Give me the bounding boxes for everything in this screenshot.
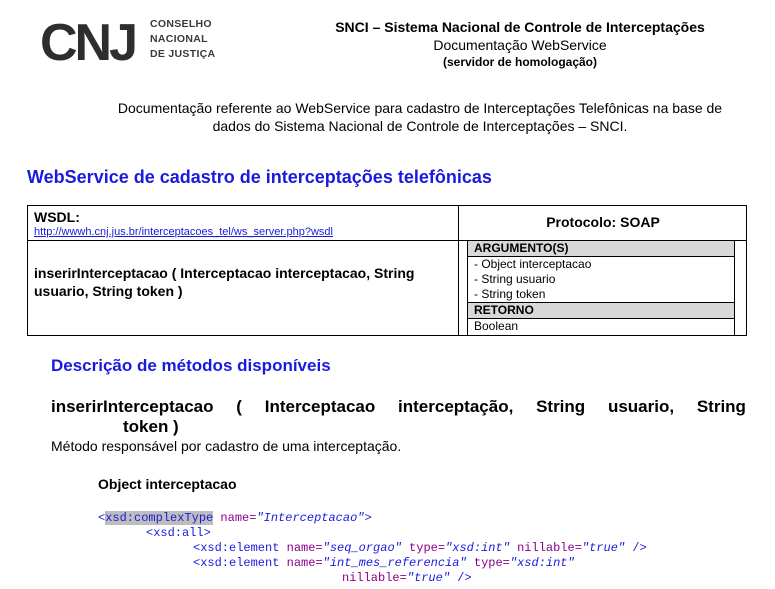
code-token: > <box>364 511 372 525</box>
argument-item: - String usuario <box>474 272 556 286</box>
intro-paragraph <box>70 99 770 135</box>
protocol-label: Protocolo: SOAP <box>546 214 660 230</box>
code-token: "true" <box>406 571 451 585</box>
code-line <box>98 511 372 526</box>
code-token: <xsd:all> <box>146 526 211 540</box>
code-token: "seq_orgao" <box>322 541 402 555</box>
document-header <box>300 18 740 71</box>
wsdl-label: WSDL: <box>34 209 80 225</box>
code-token: "xsd:int" <box>509 556 575 570</box>
code-line <box>342 571 472 586</box>
code-token: type= <box>401 541 446 555</box>
system-title: SNCI – Sistema Nacional de Controle de Interceptações <box>335 19 705 35</box>
method-title-word: inserirInterceptacao <box>51 397 214 416</box>
code-token: name= <box>213 511 257 525</box>
method-title-word: interceptação, <box>398 397 514 416</box>
code-line <box>193 556 575 571</box>
code-token: "int_mes_referencia" <box>322 556 467 570</box>
code-token: name= <box>279 556 323 570</box>
code-token: <xsd:element <box>193 541 280 555</box>
code-token-highlighted: xsd:complexType <box>105 511 214 525</box>
method-title-word: Interceptacao <box>264 397 376 416</box>
method-signature: inserirInterceptacao ( Interceptacao interceptacao, String usuario, String token ) <box>34 265 415 299</box>
code-line <box>193 541 647 556</box>
code-token: /> <box>625 541 647 555</box>
arguments-box <box>467 241 735 335</box>
section-title-methods: Descrição de métodos disponíveis <box>51 356 331 375</box>
code-token: "true" <box>581 541 626 555</box>
method-title-word: String <box>536 397 586 416</box>
code-token: < <box>98 511 106 525</box>
method-title-word: String <box>696 397 746 416</box>
method-title <box>51 397 746 437</box>
method-title-word: usuario, <box>607 397 675 416</box>
code-token: /> <box>450 571 472 585</box>
code-token: type= <box>466 556 510 570</box>
code-token: nillable= <box>509 541 582 555</box>
wsdl-link[interactable]: http://wwwh.cnj.jus.br/interceptacoes_tel/ws_server.php?wsdl <box>34 226 333 238</box>
return-header: RETORNO <box>468 302 734 318</box>
section-title-webservice: WebService de cadastro de interceptações telefônicas <box>27 167 492 187</box>
method-title-line-2: token ) <box>123 417 179 436</box>
cnj-logo-mark-icon <box>38 14 146 66</box>
intro-line-1: Documentação referente ao WebService para cadastro de Interceptações Telefônicas na base de <box>117 100 723 116</box>
code-line <box>146 526 211 541</box>
doc-subtitle: Documentação WebService <box>433 37 607 53</box>
code-token: name= <box>279 541 323 555</box>
object-heading: Object interceptacao <box>98 476 237 492</box>
logo-line-1: CONSELHO <box>150 18 212 30</box>
method-title-word: ( <box>236 397 242 416</box>
cnj-logo <box>38 14 218 66</box>
code-token: "Interceptacao" <box>256 511 365 525</box>
code-token: nillable= <box>342 571 407 585</box>
logo-line-2: NACIONAL <box>150 33 208 45</box>
svg-text:CNJ: CNJ <box>40 14 136 66</box>
argument-item: - String token <box>474 287 546 301</box>
logo-org-name <box>150 17 215 62</box>
intro-line-2: dados do Sistema Nacional de Controle de Interceptações – SNCI. <box>212 118 628 134</box>
code-token: "xsd:int" <box>445 541 510 555</box>
method-description: Método responsável por cadastro de uma interceptação. <box>51 438 402 454</box>
return-value: Boolean <box>468 318 734 334</box>
argument-item: - Object interceptacao <box>468 256 734 272</box>
server-note: (servidor de homologação) <box>442 55 598 69</box>
code-token: <xsd:element <box>193 556 280 570</box>
table-divider <box>28 240 458 241</box>
logo-line-3: DE JUSTIÇA <box>150 48 216 60</box>
webservice-table <box>27 205 747 336</box>
arguments-header: ARGUMENTO(S) <box>468 241 734 256</box>
